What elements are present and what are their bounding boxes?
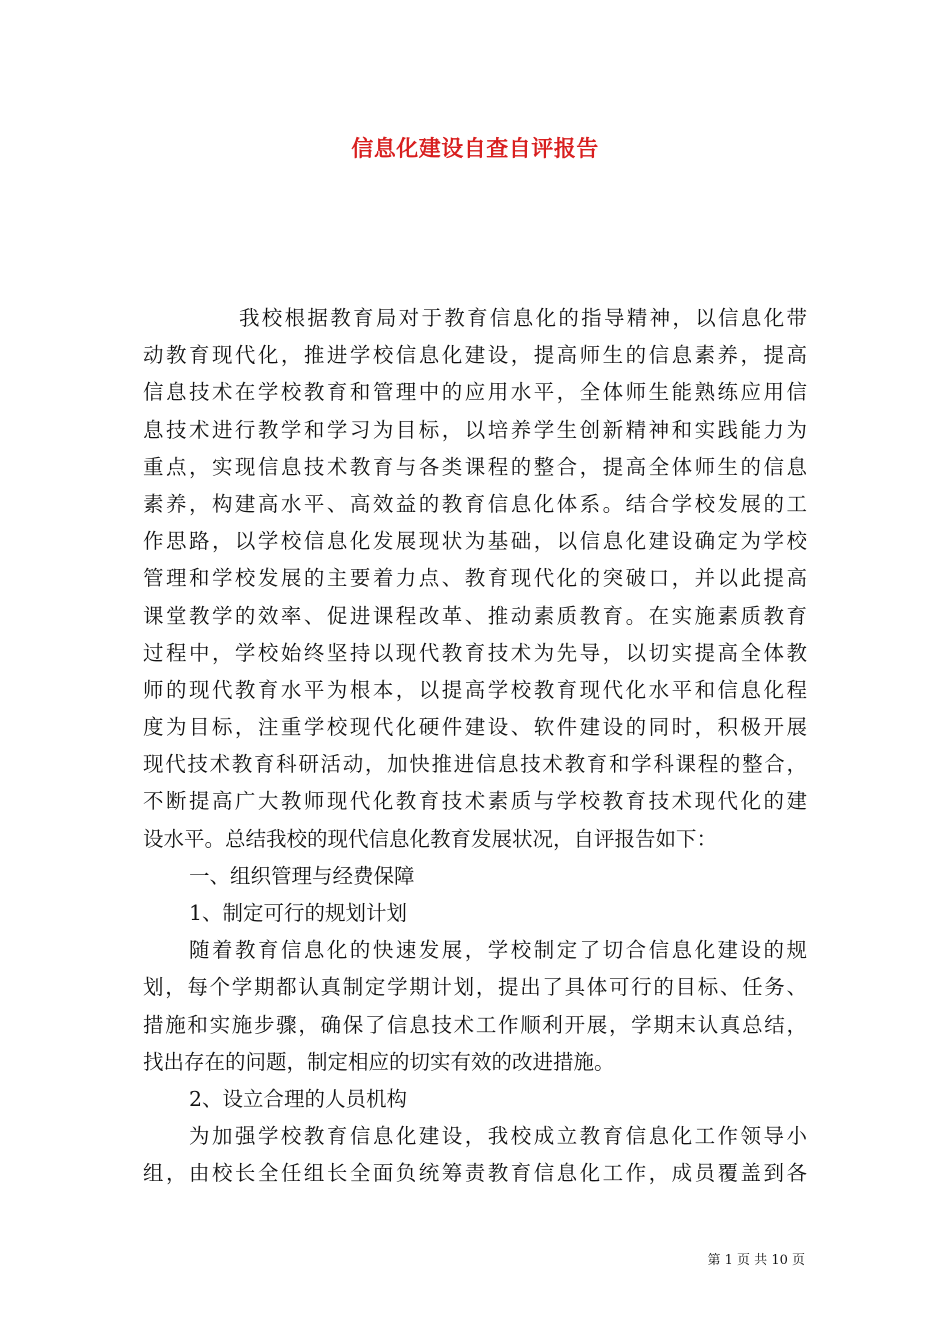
- paragraph-line: 设水平。总结我校的现代信息化教育发展状况，自评报告如下：: [143, 826, 717, 851]
- paragraph-line: 课堂教学的效率、促进课程改革、推动素质教育。在实施素质教育: [143, 603, 807, 628]
- paragraph-line: 措施和实施步骤，确保了信息技术工作顺利开展，学期末认真总结，: [143, 1012, 807, 1037]
- section-heading: 一、组织管理与经费保障: [189, 863, 415, 888]
- paragraph-line: 不断提高广大教师现代化教育技术素质与学校教育技术现代化的建: [143, 789, 807, 814]
- paragraph-line: 息技术进行教学和学习为目标，以培养学生创新精神和实践能力为: [143, 417, 807, 442]
- subsection-heading: 2、设立合理的人员机构: [189, 1086, 408, 1111]
- paragraph-line: 信息技术在学校教育和管理中的应用水平，全体师生能熟练应用信: [143, 380, 807, 405]
- paragraph-line: 现代技术教育科研活动，加快推进信息技术教育和学科课程的整合，: [143, 752, 807, 777]
- paragraph-line: 重点，实现信息技术教育与各类课程的整合，提高全体师生的信息: [143, 454, 807, 479]
- paragraph-line: 动教育现代化，推进学校信息化建设，提高师生的信息素养，提高: [143, 343, 807, 368]
- paragraph-line: 度为目标，注重学校现代化硬件建设、软件建设的同时，积极开展: [143, 715, 807, 740]
- subsection-heading: 1、制定可行的规划计划: [189, 901, 408, 925]
- page-number-footer: 第 1 页 共 10 页: [707, 1253, 805, 1268]
- paragraph-line: 划，每个学期都认真制定学期计划，提出了具体可行的目标、任务、: [143, 975, 807, 1000]
- document-title: 信息化建设自查自评报告: [351, 136, 599, 162]
- paragraph-line: 找出存在的问题，制定相应的切实有效的改进措施。: [143, 1049, 615, 1074]
- document-body: [143, 300, 807, 1193]
- paragraph-line: 随着教育信息化的快速发展，学校制定了切合信息化建设的规: [189, 938, 807, 963]
- paragraph-line: 我校根据教育局对于教育信息化的指导精神，以信息化带: [239, 306, 807, 330]
- paragraph-line: 作思路，以学校信息化发展现状为基础，以信息化建设确定为学校: [143, 529, 807, 554]
- paragraph-line: 素养，构建高水平、高效益的教育信息化体系。结合学校发展的工: [143, 491, 807, 516]
- paragraph-line: 师的现代教育水平为根本，以提高学校教育现代化水平和信息化程: [143, 677, 807, 702]
- paragraph-line: 管理和学校发展的主要着力点、教育现代化的突破口，并以此提高: [143, 566, 807, 591]
- paragraph-line: 过程中，学校始终坚持以现代教育技术为先导，以切实提高全体教: [143, 640, 807, 665]
- paragraph-line: 为加强学校教育信息化建设，我校成立教育信息化工作领导小: [189, 1124, 807, 1149]
- paragraph-line: 组，由校长全任组长全面负统筹责教育信息化工作，成员覆盖到各: [143, 1161, 807, 1186]
